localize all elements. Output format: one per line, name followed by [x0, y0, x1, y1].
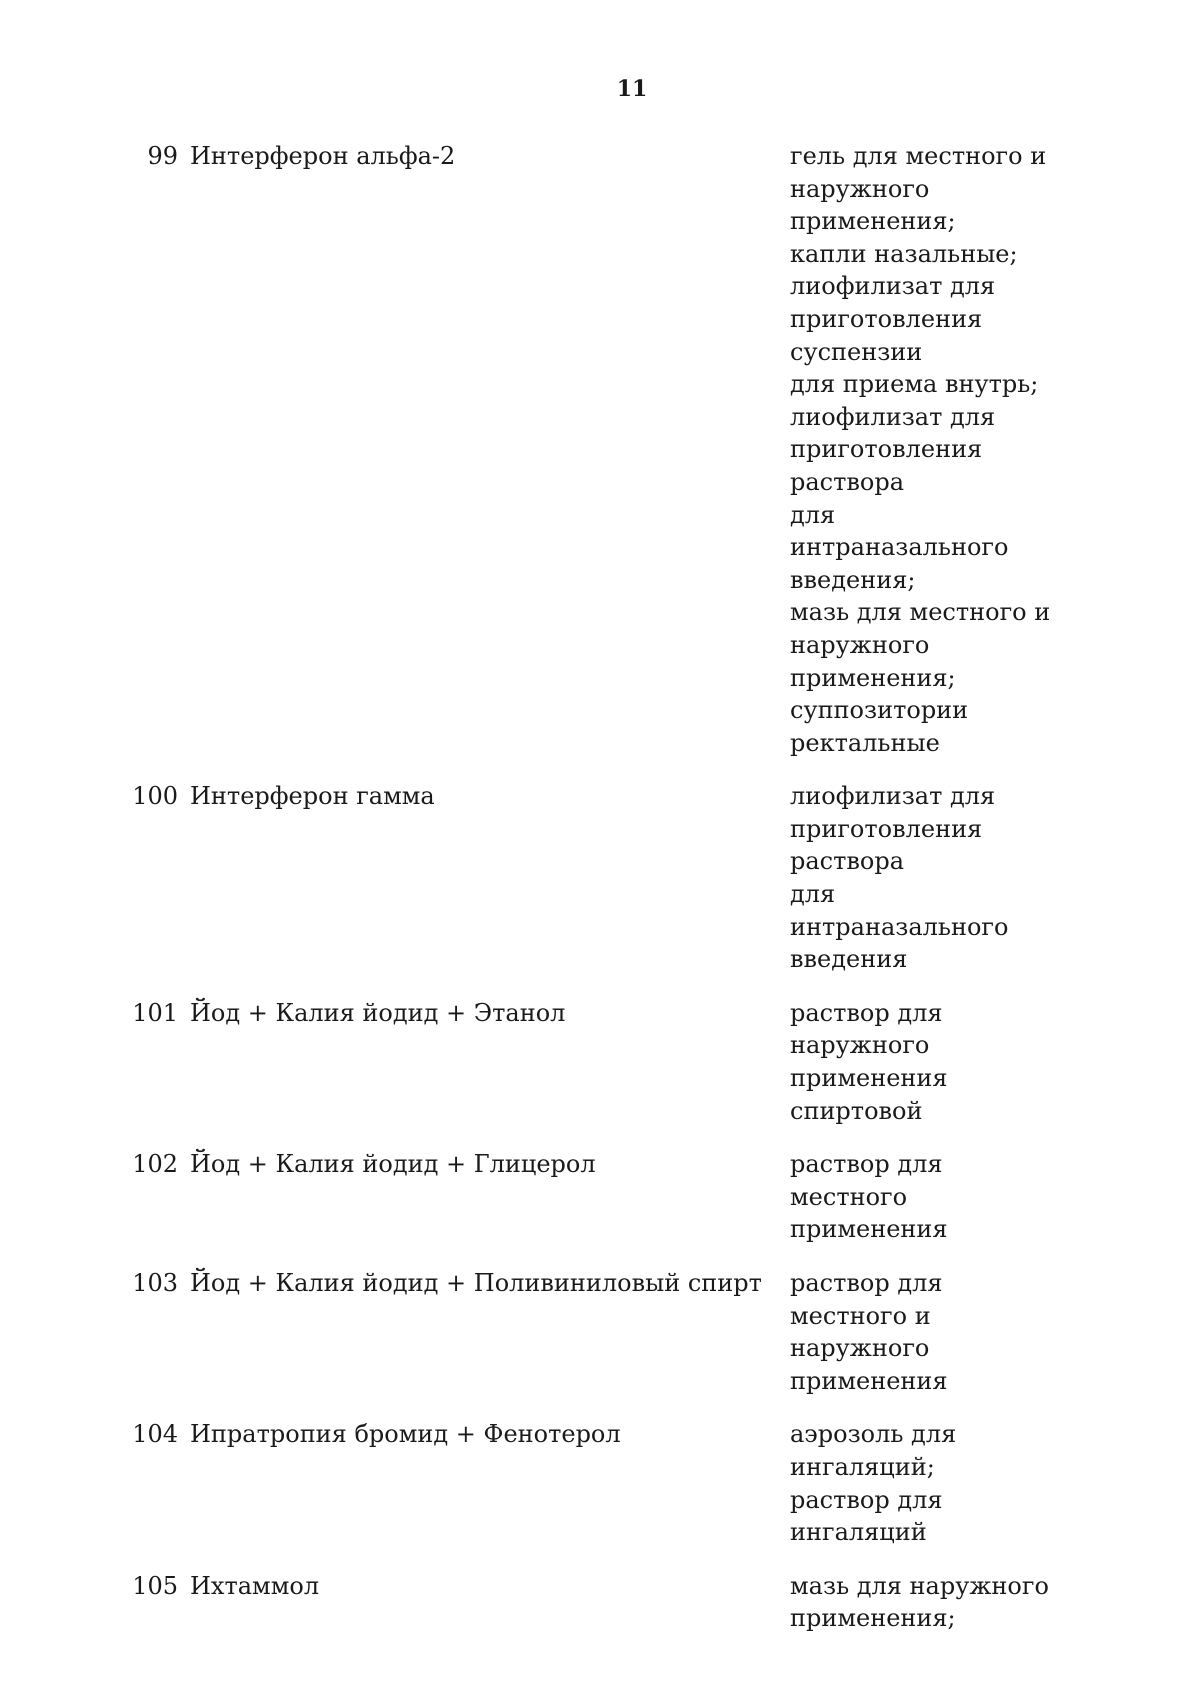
- dosage-forms: [790, 1148, 1090, 1246]
- dosage-form-line: наружного: [790, 1334, 930, 1363]
- drug-name: Ихтаммол: [190, 1571, 320, 1600]
- dosage-form-line: аэрозоль для: [790, 1420, 957, 1449]
- dosage-form-line: приготовления: [790, 304, 983, 333]
- drug-name: Ипратропия бромид + Фенотерол: [190, 1420, 621, 1449]
- dosage-form-line: применения;: [790, 1604, 956, 1633]
- entry-number: 103: [132, 1269, 178, 1297]
- dosage-form-line: наружного: [790, 174, 930, 203]
- drug-entry: [0, 1267, 1200, 1397]
- dosage-form-line: раствор для: [790, 1150, 943, 1179]
- dosage-form-line: для: [790, 880, 836, 909]
- drug-entry: [0, 780, 1200, 976]
- dosage-form-line: применения: [790, 1366, 948, 1395]
- dosage-form-line: применения;: [790, 207, 956, 236]
- dosage-form-line: гель для местного и: [790, 142, 1047, 170]
- entry-number: 101: [132, 998, 178, 1027]
- dosage-form-line: применения: [790, 1215, 948, 1244]
- page-number: 11: [616, 76, 648, 102]
- drug-list: [0, 140, 1200, 1656]
- dosage-form-line: лиофилизат для: [790, 782, 996, 811]
- dosage-forms: [790, 997, 1090, 1127]
- dosage-form-line: наружного: [790, 1031, 930, 1060]
- drug-name: Интерферон гамма: [190, 782, 435, 811]
- dosage-form-line: суппозитории: [790, 696, 969, 725]
- dosage-form-line: лиофилизат для: [790, 402, 996, 431]
- dosage-forms: [790, 1570, 1090, 1635]
- drug-entry: [0, 140, 1200, 759]
- dosage-form-line: для приема внутрь;: [790, 370, 1039, 399]
- dosage-form-line: суспензии: [790, 337, 923, 366]
- dosage-form-line: приготовления: [790, 435, 983, 464]
- dosage-form-line: приготовления: [790, 814, 983, 843]
- entry-number: 100: [132, 782, 178, 811]
- entry-number: 99: [147, 142, 178, 170]
- drug-entry: [0, 1148, 1200, 1246]
- drug-name: Йод + Калия йодид + Глицерол: [190, 1150, 596, 1179]
- entry-number: 104: [132, 1420, 178, 1449]
- dosage-form-line: применения;: [790, 663, 956, 692]
- dosage-form-line: ингаляций;: [790, 1452, 935, 1481]
- dosage-form-line: мазь для местного и: [790, 598, 1051, 627]
- drug-entry: [0, 997, 1200, 1127]
- dosage-form-line: ректальные: [790, 728, 940, 757]
- dosage-form-line: интраназального: [790, 912, 1009, 941]
- dosage-form-line: местного: [790, 1182, 908, 1211]
- drug-entry: [0, 1418, 1200, 1548]
- dosage-form-line: наружного: [790, 630, 930, 659]
- dosage-form-line: капли назальные;: [790, 239, 1018, 268]
- dosage-form-line: лиофилизат для: [790, 272, 996, 301]
- dosage-form-line: введения;: [790, 565, 916, 594]
- dosage-form-line: раствор для: [790, 998, 943, 1027]
- dosage-form-line: применения: [790, 1064, 948, 1093]
- dosage-forms: [790, 1418, 1090, 1548]
- dosage-form-line: спиртовой: [790, 1096, 923, 1125]
- drug-entry: [0, 1570, 1200, 1635]
- entry-number: 105: [132, 1571, 178, 1600]
- dosage-form-line: местного и: [790, 1301, 931, 1330]
- dosage-forms: [790, 140, 1090, 759]
- dosage-forms: [790, 780, 1090, 976]
- entry-number: 102: [132, 1150, 178, 1179]
- drug-name: Йод + Калия йодид + Поливиниловый спирт: [190, 1269, 762, 1297]
- dosage-form-line: раствор для: [790, 1269, 943, 1297]
- dosage-forms: [790, 1267, 1090, 1397]
- dosage-form-line: интраназального: [790, 533, 1009, 562]
- dosage-form-line: раствор для: [790, 1485, 943, 1514]
- dosage-form-line: ингаляций: [790, 1518, 927, 1547]
- dosage-form-line: введения: [790, 945, 908, 974]
- dosage-form-line: раствора: [790, 467, 905, 496]
- dosage-form-line: для: [790, 500, 836, 529]
- dosage-form-line: раствора: [790, 847, 905, 876]
- dosage-form-line: мазь для наружного: [790, 1571, 1049, 1600]
- drug-name: Интерферон альфа-2: [190, 142, 456, 170]
- drug-name: Йод + Калия йодид + Этанол: [190, 998, 566, 1027]
